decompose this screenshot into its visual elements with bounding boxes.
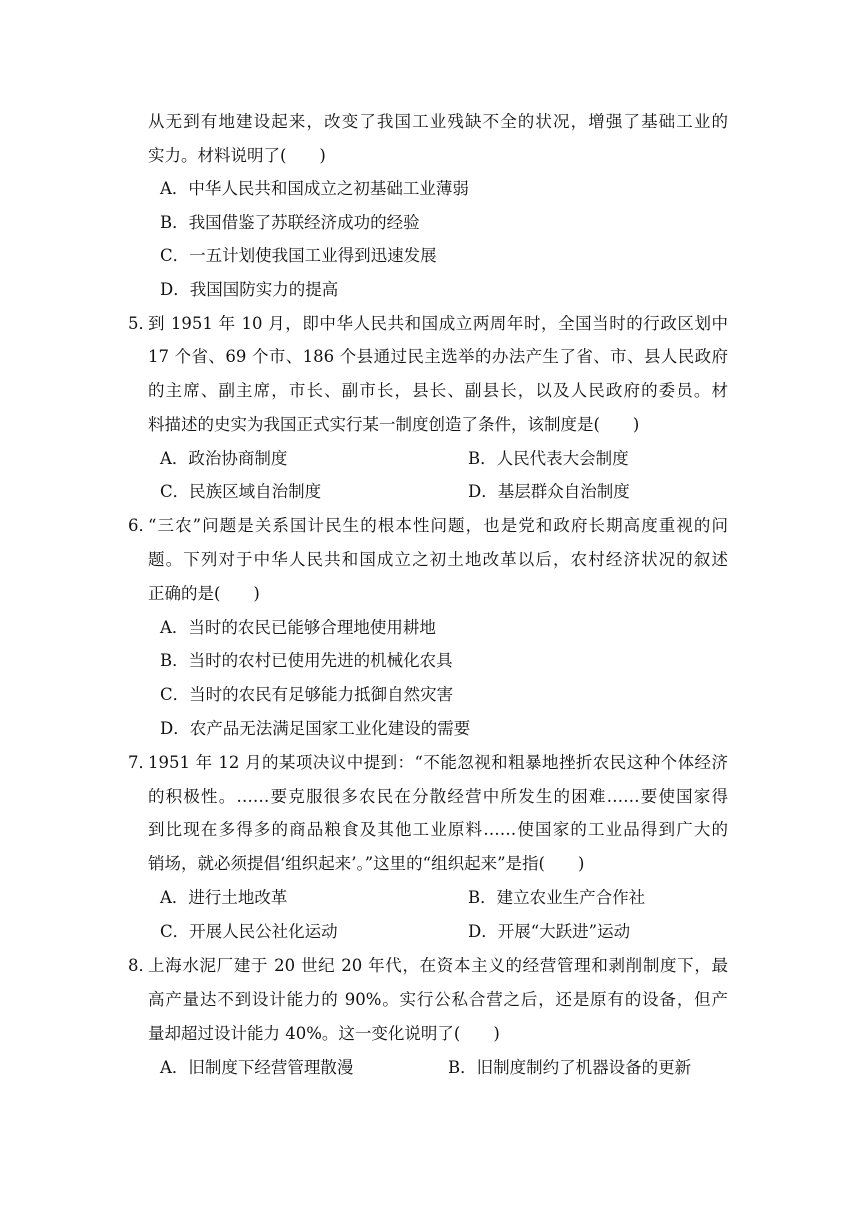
q6-option-b: B．当时的农村已使用先进的机械化农具 (160, 651, 453, 670)
q5-stem-line-4: 料描述的史实为我国正式实行某一制度创造了条件，该制度是( ) (148, 415, 640, 434)
q4-stem-line-1: 从无到有地建设起来，改变了我国工业残缺不全的状况，增强了基础工业的 (148, 112, 728, 131)
q6-stem-line-3: 正确的是( ) (148, 584, 260, 603)
q4-stem-line-2: 实力。材料说明了( ) (148, 146, 326, 165)
q6-option-c: C．当时的农民有足够能力抵御自然灾害 (160, 685, 454, 704)
q5-stem-line-3: 的主席、副主席，市长、副市长，县长、副县长，以及人民政府的委员。材 (148, 381, 728, 400)
q5-stem-line-2: 17 个省、69 个市、186 个县通过民主选举的办法产生了省、市、县人民政府 (148, 347, 728, 366)
q8-number: 8． (128, 956, 155, 975)
q6-number: 6． (128, 516, 155, 535)
q4-option-c: C．一五计划使我国工业得到迅速发展 (160, 246, 437, 265)
q5-number: 5． (128, 314, 155, 333)
q7-option-d: D．开展“大跃进”运动 (468, 922, 631, 941)
q7-number: 7． (128, 753, 155, 772)
q7-stem-line-2: 的积极性。……要克服很多农民在分散经营中所发生的困难……要使国家得 (148, 787, 728, 806)
q4-option-b: B．我国借鉴了苏联经济成功的经验 (160, 213, 420, 232)
q8-stem-line-1: 上海水泥厂建于 20 世纪 20 年代，在资本主义的经营管理和剥削制度下，最 (148, 956, 728, 975)
q5-option-a: A．政治协商制度 (160, 449, 288, 468)
q7-option-b: B．建立农业生产合作社 (468, 888, 646, 907)
q8-stem-line-2: 高产量达不到设计能力的 90%。实行公私合营之后，还是原有的设备，但产 (148, 990, 728, 1009)
q4-option-d: D．我国国防实力的提高 (160, 280, 339, 299)
q6-option-a: A．当时的农民已能够合理地使用耕地 (160, 618, 436, 637)
q6-stem-line-1: “三农”问题是关系国计民生的根本性问题，也是党和政府长期高度重视的问 (148, 516, 728, 535)
q5-option-d: D．基层群众自治制度 (468, 482, 630, 501)
q8-stem-line-3: 量却超过设计能力 40%。这一变化说明了( ) (148, 1024, 500, 1043)
q4-option-a: A．中华人民共和国成立之初基础工业薄弱 (160, 179, 469, 198)
q5-stem-line-1: 到 1951 年 10 月，即中华人民共和国成立两周年时，全国当时的行政区划中 (148, 314, 728, 333)
q7-option-a: A．进行土地改革 (160, 888, 288, 907)
q7-option-c: C．开展人民公社化运动 (160, 922, 338, 941)
q6-stem-line-2: 题。下列对于中华人民共和国成立之初土地改革以后，农村经济状况的叙述 (148, 550, 728, 569)
q8-option-b: B．旧制度制约了机器设备的更新 (448, 1058, 692, 1077)
q5-option-c: C．民族区域自治制度 (160, 482, 322, 501)
q7-stem-line-1: 1951 年 12 月的某项决议中提到：“不能忽视和粗暴地挫折农民这种个体经济 (148, 753, 728, 772)
q6-option-d: D．农产品无法满足国家工业化建设的需要 (160, 719, 471, 738)
q8-option-a: A．旧制度下经营管理散漫 (160, 1058, 354, 1077)
q7-stem-line-4: 销场，就必须提倡‘组织起来’。”这里的“组织起来”是指( ) (148, 854, 585, 873)
q5-option-b: B．人民代表大会制度 (468, 449, 629, 468)
q7-stem-line-3: 到比现在多得多的商品粮食及其他工业原料……使国家的工业品得到广大的 (148, 820, 728, 839)
